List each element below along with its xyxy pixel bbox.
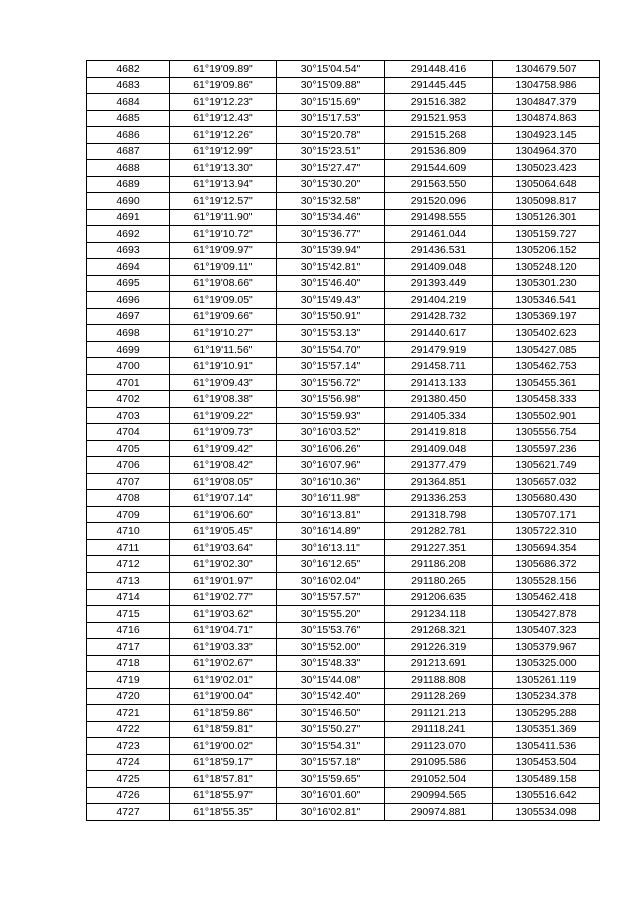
x-coordinate-cell: 291515.268 (385, 127, 493, 144)
latitude-cell: 61°19'02.30" (170, 556, 277, 573)
point-number-cell: 4707 (87, 473, 170, 490)
x-coordinate-cell: 291121.213 (385, 705, 493, 722)
x-coordinate-cell: 291226.319 (385, 639, 493, 656)
latitude-cell: 61°19'09.86" (170, 77, 277, 94)
table-row (87, 606, 600, 623)
longitude-cell: 30°16'14.89" (277, 523, 385, 540)
longitude-cell: 30°16'11.98" (277, 490, 385, 507)
point-number-cell: 4708 (87, 490, 170, 507)
latitude-cell: 61°19'09.73" (170, 424, 277, 441)
point-number-cell: 4710 (87, 523, 170, 540)
x-coordinate-cell: 291458.711 (385, 358, 493, 375)
latitude-cell: 61°19'09.11" (170, 259, 277, 276)
latitude-cell: 61°18'55.35" (170, 804, 277, 821)
x-coordinate-cell: 291440.617 (385, 325, 493, 342)
y-coordinate-cell: 1305369.197 (493, 308, 600, 325)
y-coordinate-cell: 1305556.754 (493, 424, 600, 441)
point-number-cell: 4691 (87, 209, 170, 226)
point-number-cell: 4706 (87, 457, 170, 474)
latitude-cell: 61°19'05.45" (170, 523, 277, 540)
point-number-cell: 4717 (87, 639, 170, 656)
x-coordinate-cell: 291544.609 (385, 160, 493, 177)
latitude-cell: 61°19'12.26" (170, 127, 277, 144)
longitude-cell: 30°15'55.20" (277, 606, 385, 623)
longitude-cell: 30°15'23.51" (277, 143, 385, 160)
table-row (87, 308, 600, 325)
latitude-cell: 61°19'11.90" (170, 209, 277, 226)
y-coordinate-cell: 1305325.000 (493, 655, 600, 672)
point-number-cell: 4693 (87, 242, 170, 259)
latitude-cell: 61°19'07.14" (170, 490, 277, 507)
y-coordinate-cell: 1304874.863 (493, 110, 600, 127)
longitude-cell: 30°15'53.76" (277, 622, 385, 639)
point-number-cell: 4701 (87, 374, 170, 391)
latitude-cell: 61°19'13.30" (170, 160, 277, 177)
latitude-cell: 61°19'10.72" (170, 226, 277, 243)
longitude-cell: 30°15'30.20" (277, 176, 385, 193)
longitude-cell: 30°15'36.77" (277, 226, 385, 243)
y-coordinate-cell: 1305686.372 (493, 556, 600, 573)
coordinates-table (86, 60, 600, 821)
latitude-cell: 61°19'09.97" (170, 242, 277, 259)
longitude-cell: 30°15'15.69" (277, 94, 385, 111)
point-number-cell: 4688 (87, 160, 170, 177)
point-number-cell: 4725 (87, 771, 170, 788)
point-number-cell: 4716 (87, 622, 170, 639)
table-row (87, 391, 600, 408)
point-number-cell: 4686 (87, 127, 170, 144)
x-coordinate-cell: 291118.241 (385, 721, 493, 738)
longitude-cell: 30°15'32.58" (277, 193, 385, 210)
longitude-cell: 30°15'50.27" (277, 721, 385, 738)
longitude-cell: 30°15'46.50" (277, 705, 385, 722)
point-number-cell: 4712 (87, 556, 170, 573)
x-coordinate-cell: 291405.334 (385, 407, 493, 424)
x-coordinate-cell: 291123.070 (385, 738, 493, 755)
point-number-cell: 4723 (87, 738, 170, 755)
longitude-cell: 30°15'48.33" (277, 655, 385, 672)
latitude-cell: 61°18'59.86" (170, 705, 277, 722)
table-row (87, 589, 600, 606)
latitude-cell: 61°19'10.91" (170, 358, 277, 375)
table-row (87, 61, 600, 78)
table-row (87, 639, 600, 656)
y-coordinate-cell: 1305458.333 (493, 391, 600, 408)
x-coordinate-cell: 291409.048 (385, 259, 493, 276)
latitude-cell: 61°19'09.05" (170, 292, 277, 309)
y-coordinate-cell: 1305453.504 (493, 754, 600, 771)
y-coordinate-cell: 1305489.158 (493, 771, 600, 788)
point-number-cell: 4685 (87, 110, 170, 127)
table-row (87, 655, 600, 672)
table-row (87, 572, 600, 589)
point-number-cell: 4709 (87, 506, 170, 523)
y-coordinate-cell: 1305098.817 (493, 193, 600, 210)
y-coordinate-cell: 1305534.098 (493, 804, 600, 821)
y-coordinate-cell: 1305295.288 (493, 705, 600, 722)
x-coordinate-cell: 291180.265 (385, 572, 493, 589)
longitude-cell: 30°16'07.96" (277, 457, 385, 474)
y-coordinate-cell: 1305159.727 (493, 226, 600, 243)
x-coordinate-cell: 291461.044 (385, 226, 493, 243)
point-number-cell: 4711 (87, 539, 170, 556)
longitude-cell: 30°15'52.00" (277, 639, 385, 656)
x-coordinate-cell: 291404.219 (385, 292, 493, 309)
table-row (87, 358, 600, 375)
longitude-cell: 30°15'57.14" (277, 358, 385, 375)
x-coordinate-cell: 291380.450 (385, 391, 493, 408)
y-coordinate-cell: 1304679.507 (493, 61, 600, 78)
table-row (87, 110, 600, 127)
point-number-cell: 4696 (87, 292, 170, 309)
latitude-cell: 61°19'09.89" (170, 61, 277, 78)
table-row (87, 374, 600, 391)
y-coordinate-cell: 1305411.536 (493, 738, 600, 755)
longitude-cell: 30°15'56.72" (277, 374, 385, 391)
x-coordinate-cell: 291536.809 (385, 143, 493, 160)
y-coordinate-cell: 1305023.423 (493, 160, 600, 177)
longitude-cell: 30°16'03.52" (277, 424, 385, 441)
x-coordinate-cell: 291213.691 (385, 655, 493, 672)
longitude-cell: 30°15'53.13" (277, 325, 385, 342)
table-row (87, 771, 600, 788)
x-coordinate-cell: 291188.808 (385, 672, 493, 689)
latitude-cell: 61°19'13.94" (170, 176, 277, 193)
latitude-cell: 61°19'03.64" (170, 539, 277, 556)
table-row (87, 193, 600, 210)
table-row (87, 325, 600, 342)
table-row (87, 738, 600, 755)
table-row (87, 506, 600, 523)
table-row (87, 705, 600, 722)
x-coordinate-cell: 291521.953 (385, 110, 493, 127)
y-coordinate-cell: 1304923.145 (493, 127, 600, 144)
x-coordinate-cell: 291095.586 (385, 754, 493, 771)
table-row (87, 341, 600, 358)
x-coordinate-cell: 291563.550 (385, 176, 493, 193)
y-coordinate-cell: 1305657.032 (493, 473, 600, 490)
y-coordinate-cell: 1305621.749 (493, 457, 600, 474)
longitude-cell: 30°15'50.91" (277, 308, 385, 325)
latitude-cell: 61°19'08.05" (170, 473, 277, 490)
point-number-cell: 4713 (87, 572, 170, 589)
x-coordinate-cell: 291516.382 (385, 94, 493, 111)
longitude-cell: 30°16'02.81" (277, 804, 385, 821)
table-row (87, 424, 600, 441)
y-coordinate-cell: 1304758.986 (493, 77, 600, 94)
latitude-cell: 61°19'04.71" (170, 622, 277, 639)
y-coordinate-cell: 1305206.152 (493, 242, 600, 259)
table-row (87, 787, 600, 804)
x-coordinate-cell: 291234.118 (385, 606, 493, 623)
latitude-cell: 61°19'09.43" (170, 374, 277, 391)
point-number-cell: 4720 (87, 688, 170, 705)
x-coordinate-cell: 291520.096 (385, 193, 493, 210)
table-row (87, 77, 600, 94)
latitude-cell: 61°19'12.57" (170, 193, 277, 210)
x-coordinate-cell: 291413.133 (385, 374, 493, 391)
table-row (87, 622, 600, 639)
point-number-cell: 4718 (87, 655, 170, 672)
point-number-cell: 4705 (87, 440, 170, 457)
longitude-cell: 30°15'34.46" (277, 209, 385, 226)
latitude-cell: 61°18'59.17" (170, 754, 277, 771)
longitude-cell: 30°15'57.57" (277, 589, 385, 606)
longitude-cell: 30°15'54.70" (277, 341, 385, 358)
y-coordinate-cell: 1305680.430 (493, 490, 600, 507)
y-coordinate-cell: 1305455.361 (493, 374, 600, 391)
latitude-cell: 61°19'00.04" (170, 688, 277, 705)
latitude-cell: 61°19'12.23" (170, 94, 277, 111)
longitude-cell: 30°15'44.08" (277, 672, 385, 689)
point-number-cell: 4684 (87, 94, 170, 111)
y-coordinate-cell: 1305301.230 (493, 275, 600, 292)
point-number-cell: 4724 (87, 754, 170, 771)
longitude-cell: 30°15'56.98" (277, 391, 385, 408)
y-coordinate-cell: 1305462.753 (493, 358, 600, 375)
point-number-cell: 4692 (87, 226, 170, 243)
longitude-cell: 30°15'54.31" (277, 738, 385, 755)
y-coordinate-cell: 1305346.541 (493, 292, 600, 309)
x-coordinate-cell: 291128.269 (385, 688, 493, 705)
point-number-cell: 4703 (87, 407, 170, 424)
point-number-cell: 4715 (87, 606, 170, 623)
latitude-cell: 61°19'08.42" (170, 457, 277, 474)
table-row (87, 143, 600, 160)
point-number-cell: 4727 (87, 804, 170, 821)
y-coordinate-cell: 1305597.236 (493, 440, 600, 457)
point-number-cell: 4695 (87, 275, 170, 292)
table-row (87, 440, 600, 457)
longitude-cell: 30°15'49.43" (277, 292, 385, 309)
longitude-cell: 30°16'13.11" (277, 539, 385, 556)
table-row (87, 292, 600, 309)
point-number-cell: 4714 (87, 589, 170, 606)
table-row (87, 490, 600, 507)
table-row (87, 127, 600, 144)
x-coordinate-cell: 291377.479 (385, 457, 493, 474)
longitude-cell: 30°15'42.40" (277, 688, 385, 705)
latitude-cell: 61°19'01.97" (170, 572, 277, 589)
point-number-cell: 4700 (87, 358, 170, 375)
x-coordinate-cell: 291364.851 (385, 473, 493, 490)
longitude-cell: 30°15'09.88" (277, 77, 385, 94)
y-coordinate-cell: 1305516.642 (493, 787, 600, 804)
table-row (87, 160, 600, 177)
table-row (87, 176, 600, 193)
longitude-cell: 30°15'59.93" (277, 407, 385, 424)
table-row (87, 226, 600, 243)
longitude-cell: 30°15'04.54" (277, 61, 385, 78)
y-coordinate-cell: 1304964.370 (493, 143, 600, 160)
latitude-cell: 61°19'03.62" (170, 606, 277, 623)
latitude-cell: 61°18'55.97" (170, 787, 277, 804)
longitude-cell: 30°16'02.04" (277, 572, 385, 589)
y-coordinate-cell: 1305694.354 (493, 539, 600, 556)
x-coordinate-cell: 291436.531 (385, 242, 493, 259)
table-row (87, 242, 600, 259)
x-coordinate-cell: 291186.208 (385, 556, 493, 573)
latitude-cell: 61°19'12.99" (170, 143, 277, 160)
table-row (87, 539, 600, 556)
x-coordinate-cell: 291336.253 (385, 490, 493, 507)
latitude-cell: 61°19'09.66" (170, 308, 277, 325)
y-coordinate-cell: 1305722.310 (493, 523, 600, 540)
latitude-cell: 61°19'10.27" (170, 325, 277, 342)
point-number-cell: 4722 (87, 721, 170, 738)
latitude-cell: 61°19'11.56" (170, 341, 277, 358)
table-row (87, 94, 600, 111)
point-number-cell: 4682 (87, 61, 170, 78)
longitude-cell: 30°16'13.81" (277, 506, 385, 523)
latitude-cell: 61°19'06.60" (170, 506, 277, 523)
y-coordinate-cell: 1305502.901 (493, 407, 600, 424)
y-coordinate-cell: 1304847.379 (493, 94, 600, 111)
point-number-cell: 4704 (87, 424, 170, 441)
longitude-cell: 30°15'39.94" (277, 242, 385, 259)
x-coordinate-cell: 291428.732 (385, 308, 493, 325)
x-coordinate-cell: 290974.881 (385, 804, 493, 821)
point-number-cell: 4689 (87, 176, 170, 193)
longitude-cell: 30°15'46.40" (277, 275, 385, 292)
latitude-cell: 61°19'03.33" (170, 639, 277, 656)
table-row (87, 672, 600, 689)
table-row (87, 804, 600, 821)
latitude-cell: 61°19'12.43" (170, 110, 277, 127)
longitude-cell: 30°15'17.53" (277, 110, 385, 127)
longitude-cell: 30°16'10.36" (277, 473, 385, 490)
x-coordinate-cell: 291498.555 (385, 209, 493, 226)
y-coordinate-cell: 1305407.323 (493, 622, 600, 639)
table-row (87, 688, 600, 705)
x-coordinate-cell: 291268.321 (385, 622, 493, 639)
latitude-cell: 61°19'08.38" (170, 391, 277, 408)
longitude-cell: 30°16'12.65" (277, 556, 385, 573)
y-coordinate-cell: 1305427.085 (493, 341, 600, 358)
point-number-cell: 4690 (87, 193, 170, 210)
point-number-cell: 4719 (87, 672, 170, 689)
point-number-cell: 4687 (87, 143, 170, 160)
coordinates-table-body (87, 61, 600, 821)
x-coordinate-cell: 291282.781 (385, 523, 493, 540)
table-row (87, 556, 600, 573)
latitude-cell: 61°19'02.77" (170, 589, 277, 606)
table-row (87, 523, 600, 540)
x-coordinate-cell: 291448.416 (385, 61, 493, 78)
x-coordinate-cell: 291206.635 (385, 589, 493, 606)
longitude-cell: 30°16'01.60" (277, 787, 385, 804)
x-coordinate-cell: 291227.351 (385, 539, 493, 556)
x-coordinate-cell: 290994.565 (385, 787, 493, 804)
latitude-cell: 61°19'08.66" (170, 275, 277, 292)
table-row (87, 259, 600, 276)
longitude-cell: 30°15'27.47" (277, 160, 385, 177)
table-row (87, 407, 600, 424)
longitude-cell: 30°15'59.65" (277, 771, 385, 788)
y-coordinate-cell: 1305379.967 (493, 639, 600, 656)
point-number-cell: 4726 (87, 787, 170, 804)
latitude-cell: 61°19'09.22" (170, 407, 277, 424)
longitude-cell: 30°15'57.18" (277, 754, 385, 771)
x-coordinate-cell: 291052.504 (385, 771, 493, 788)
latitude-cell: 61°19'09.42" (170, 440, 277, 457)
y-coordinate-cell: 1305402.623 (493, 325, 600, 342)
point-number-cell: 4702 (87, 391, 170, 408)
latitude-cell: 61°19'02.01" (170, 672, 277, 689)
y-coordinate-cell: 1305126.301 (493, 209, 600, 226)
point-number-cell: 4697 (87, 308, 170, 325)
latitude-cell: 61°18'57.81" (170, 771, 277, 788)
y-coordinate-cell: 1305528.156 (493, 572, 600, 589)
point-number-cell: 4683 (87, 77, 170, 94)
y-coordinate-cell: 1305248.120 (493, 259, 600, 276)
y-coordinate-cell: 1305707.171 (493, 506, 600, 523)
y-coordinate-cell: 1305234.378 (493, 688, 600, 705)
x-coordinate-cell: 291393.449 (385, 275, 493, 292)
longitude-cell: 30°16'06.26" (277, 440, 385, 457)
table-row (87, 754, 600, 771)
point-number-cell: 4699 (87, 341, 170, 358)
longitude-cell: 30°15'20.78" (277, 127, 385, 144)
table-row (87, 473, 600, 490)
x-coordinate-cell: 291318.798 (385, 506, 493, 523)
latitude-cell: 61°19'02.67" (170, 655, 277, 672)
y-coordinate-cell: 1305351.369 (493, 721, 600, 738)
point-number-cell: 4694 (87, 259, 170, 276)
y-coordinate-cell: 1305462.418 (493, 589, 600, 606)
latitude-cell: 61°18'59.81" (170, 721, 277, 738)
point-number-cell: 4698 (87, 325, 170, 342)
table-row (87, 721, 600, 738)
x-coordinate-cell: 291409.048 (385, 440, 493, 457)
x-coordinate-cell: 291445.445 (385, 77, 493, 94)
x-coordinate-cell: 291479.919 (385, 341, 493, 358)
y-coordinate-cell: 1305261.119 (493, 672, 600, 689)
table-row (87, 275, 600, 292)
longitude-cell: 30°15'42.81" (277, 259, 385, 276)
table-row (87, 457, 600, 474)
point-number-cell: 4721 (87, 705, 170, 722)
latitude-cell: 61°19'00.02" (170, 738, 277, 755)
y-coordinate-cell: 1305427.878 (493, 606, 600, 623)
table-row (87, 209, 600, 226)
y-coordinate-cell: 1305064.648 (493, 176, 600, 193)
x-coordinate-cell: 291419.818 (385, 424, 493, 441)
